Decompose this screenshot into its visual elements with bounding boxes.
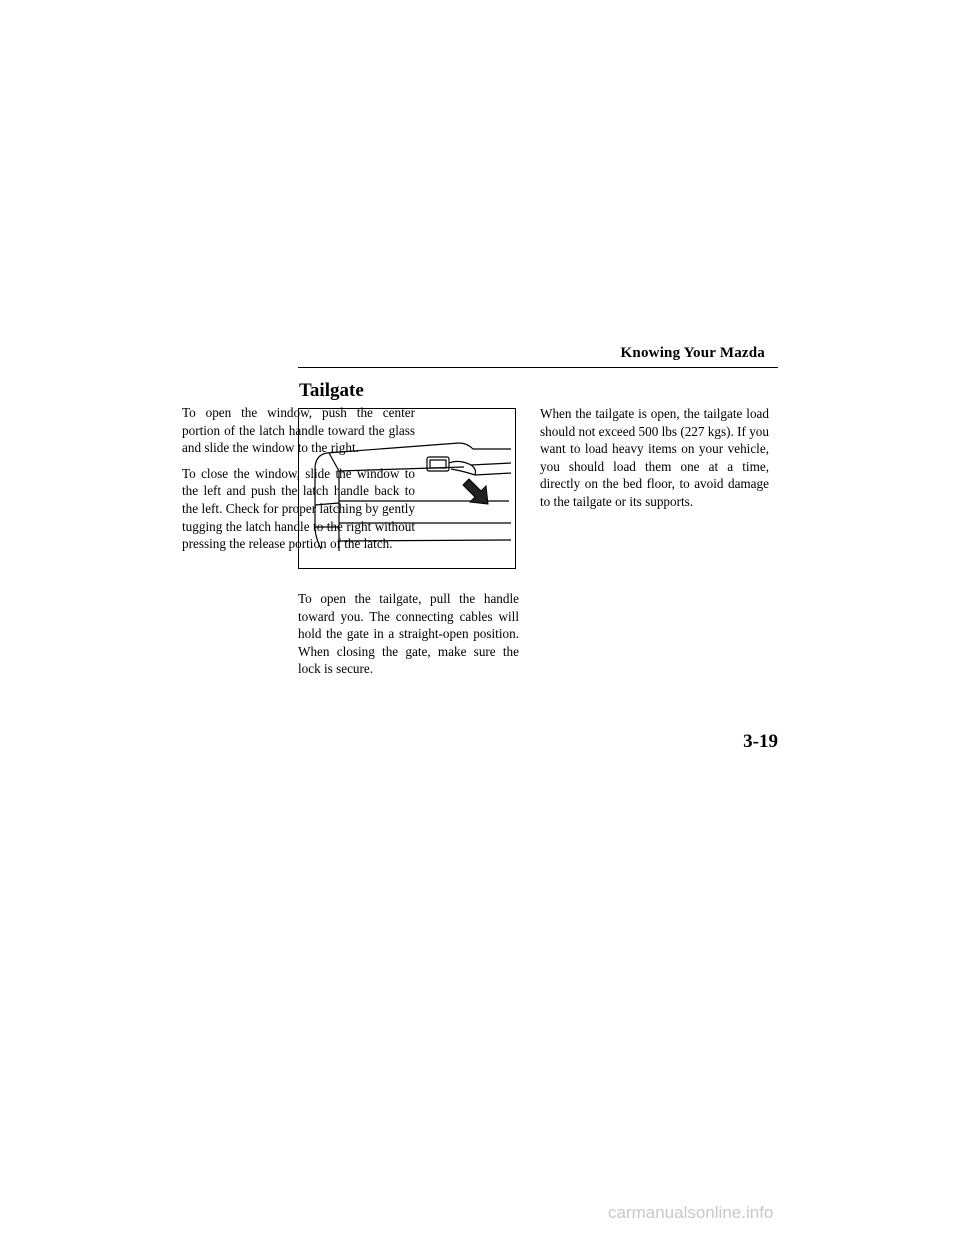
paragraph: To open the tailgate, pull the handle toward you. The connecting cables will hold the gate in a straight-open position. When closing the gate, make sure the lock is secure.	[298, 591, 519, 677]
tailgate-illustration	[298, 408, 516, 569]
page-number: 3-19	[743, 731, 778, 752]
paragraph: When the tailgate is open, the tailgate load should not exceed 500 lbs (227 kgs). If you want to load heavy items on your vehicle, you should load them one at a time, directly on the bed floor, to avoid damage to the tailgate or its supports.	[540, 406, 769, 509]
section-title: Tailgate	[299, 380, 364, 401]
header-divider	[298, 367, 778, 368]
page-header-title: Knowing Your Mazda	[620, 345, 765, 361]
paragraph: To close the window, slide the window to the left and push the latch handle back to the left. Check for proper latching by gently tugging the latch handle to the right without pressing the release portion of the latch.	[182, 465, 415, 552]
middle-column	[298, 590, 519, 686]
watermark: carmanualsonline.info	[608, 1203, 774, 1222]
right-column	[540, 405, 769, 519]
paragraph: To open the window, push the center portion of the latch handle toward the glass and slide the window to the right.	[182, 405, 415, 456]
tailgate-handle-drawing	[299, 409, 515, 568]
